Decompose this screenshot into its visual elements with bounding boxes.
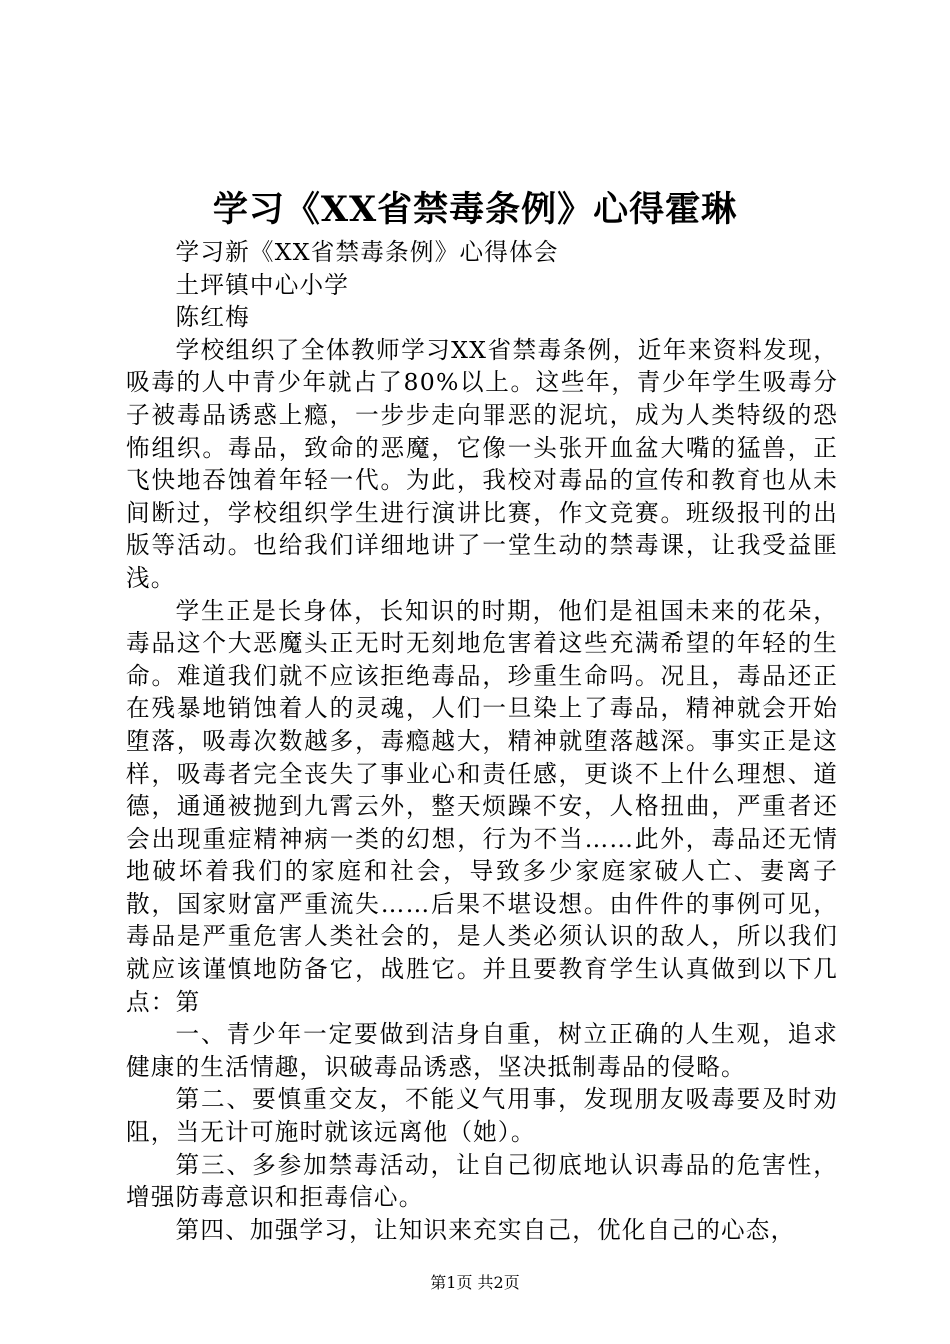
page-number-footer: 第1页 共2页 (430, 1273, 520, 1292)
body-paragraph: 第二、要慎重交友，不能义气用事，发现朋友吸毒要及时劝阻，当无计可施时就该远离他（她）。 (126, 1085, 838, 1147)
body-paragraph: 第三、多参加禁毒活动，让自己彻底地认识毒品的危害性，增强防毒意识和拒毒信心。 (126, 1150, 838, 1212)
body-paragraph: 一、青少年一定要做到洁身自重，树立正确的人生观，追求健康的生活情趣，识破毒品诱惑，坚决抵制毒品的侵略。 (126, 1020, 838, 1081)
body-paragraph: 学校组织了全体教师学习XX省禁毒条例，近年来资料发现，吸毒的人中青少年就占了80%以上。这些年，青少年学生吸毒分子被毒品诱惑上瘾，一步步走向罪恶的泥坑，成为人类特级的恐怖组织。毒品，致命的恶魔，它像一头张开血盆大嘴的猛兽，正飞快地吞蚀着年轻一代。为此，我校对毒品的宣传和教育也从未间断过，学校组织学生进行演讲比赛，作文竞赛。班级报刊的出版等活动。也给我们详细地讲了一堂生动的禁毒课，让我受益匪浅。 (126, 335, 838, 592)
document-body (126, 236, 838, 1246)
school-name-line: 土坪镇中心小学 (175, 270, 350, 299)
document-title: 学习《XX省禁毒条例》心得霍琳 (212, 189, 738, 230)
subtitle-line: 学习新《XX省禁毒条例》心得体会 (175, 238, 559, 266)
author-line: 陈红梅 (175, 303, 250, 332)
body-paragraph: 学生正是长身体，长知识的时期，他们是祖国未来的花朵，毒品这个大恶魔头正无时无刻地危害着这些充满希望的年轻的生命。难道我们就不应该拒绝毒品，珍重生命吗。况且，毒品还正在残暴地销蚀着人的灵魂，人们一旦染上了毒品，精神就会开始堕落，吸毒次数越多，毒瘾越大，精神就堕落越深。事实正是这样，吸毒者完全丧失了事业心和责任感，更谈不上什么理想、道德，通通被抛到九霄云外，整天烦躁不安，人格扭曲，严重者还会出现重症精神病一类的幻想，行为不当……此外，毒品还无情地破坏着我们的家庭和社会，导致多少家庭家破人亡、妻离子散，国家财富严重流失……后果不堪设想。由件件的事例可见，毒品是严重危害人类社会的，是人类必须认识的敌人，所以我们就应该谨慎地防备它，战胜它。并且要教育学生认真做到以下几点：第 (126, 596, 838, 1016)
body-paragraph: 第四、加强学习，让知识来充实自己，优化自己的心态， (175, 1215, 796, 1244)
